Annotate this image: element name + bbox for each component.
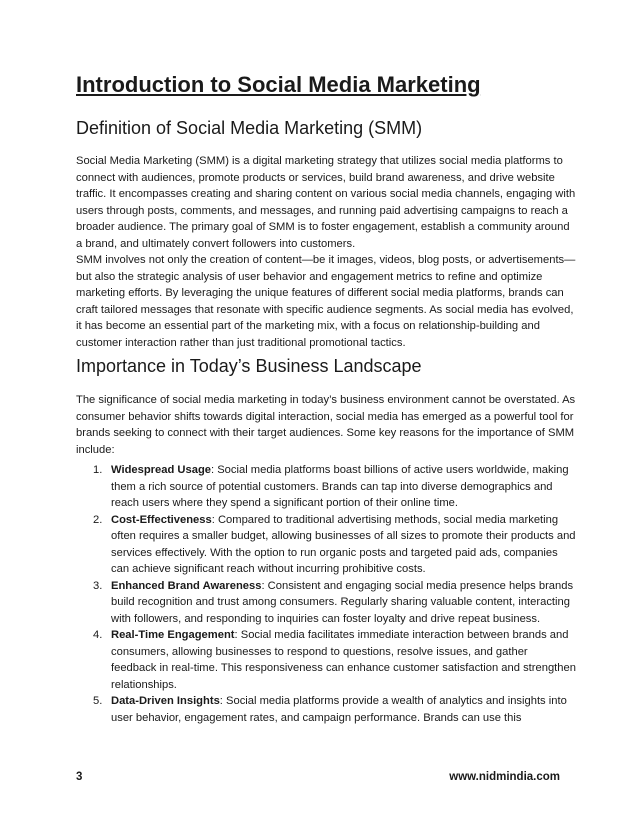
footer-website: www.nidmindia.com (449, 771, 560, 783)
list-item-term: Enhanced Brand Awareness (111, 579, 262, 592)
section-heading-definition: Definition of Social Media Marketing (SMM) (76, 118, 423, 138)
list-item (76, 693, 576, 726)
list-item-text: : Compared to traditional advertising methods, social media marketing often requires a smaller budget, allowing businesses of all sizes to promote their products and services effectively. With the option to run organic posts and targeted paid ads, companies can achieve significant reach without incurring prohibitive costs. (111, 513, 576, 575)
list-item-text: : Social media platforms boast billions of active users worldwide, making them a rich source of potential customers. Brands can tap into diverse demographics and reach users where they spend a significant portion of their online time. (111, 464, 569, 509)
list-item-text: : Social media platforms provide a wealth of analytics and insights into user behavior, engagement rates, and campaign performance. Brands can use this (111, 695, 567, 724)
list-item-term: Cost-Effectiveness (111, 513, 212, 526)
list-item (76, 462, 576, 512)
list-item-number: 5. (93, 695, 103, 707)
list-item-number: 3. (93, 579, 103, 592)
paragraph-importance-intro: The significance of social media marketing in today’s business environment cannot be overstated. As consumer behavior shifts towards digital interaction, social media has emerged as a powerful tool for brands seeking to connect with their target audiences. Some key reasons for the importance of SMM include: (76, 394, 576, 456)
list-item-term: Widespread Usage (111, 464, 211, 476)
list-item-number: 1. (93, 464, 103, 476)
list-item-text: : Consistent and engaging social media presence helps brands build recognition and trust among consumers. Regularly sharing valuable content, interacting with followers, and responding to inquiries can foster loyalty and drive repeat business. (111, 579, 574, 625)
section-heading-importance: Importance in Today’s Business Landscape (76, 356, 422, 376)
list-item-number: 4. (93, 629, 103, 641)
list-item-text: : Social media facilitates immediate interaction between brands and consumers, allowing businesses to respond to questions, resolve issues, and gather feedback in real-time. This responsiveness can enhance customer satisfaction and strengthen relationships. (111, 629, 576, 691)
paragraph-definition-2: SMM involves not only the creation of content—be it images, videos, blog posts, or advertisements—but also the strategic analysis of user behavior and engagement metrics to refine and optimize marketing efforts. By leveraging the unique features of different social media platforms, brands can craft tailored messages that resonate with specific audience segments. As social media has evolved, it has become an essential part of the marketing mix, with a focus on relationship-building and customer interaction rather than just traditional promotional tactics. (76, 254, 576, 349)
list-item (76, 512, 576, 578)
list-item (76, 578, 576, 628)
page-title: Introduction to Social Media Marketing (76, 72, 481, 97)
list-item-term: Real-Time Engagement (111, 629, 235, 641)
importance-list (76, 462, 576, 726)
list-item-term: Data-Driven Insights (111, 695, 220, 707)
paragraph-definition-1: Social Media Marketing (SMM) is a digital marketing strategy that utilizes social media platforms to connect with audiences, promote products or services, build brand awareness, and drive website traffic. It encompasses creating and sharing content on various social media channels, engaging with users through posts, comments, and messages, and running paid advertising campaigns to reach a broader audience. The primary goal of SMM is to foster engagement, establish a community around a brand, and ultimately convert followers into customers. (76, 155, 576, 250)
list-item (76, 627, 576, 693)
page-number: 3 (76, 771, 83, 783)
list-item-number: 2. (93, 513, 103, 526)
